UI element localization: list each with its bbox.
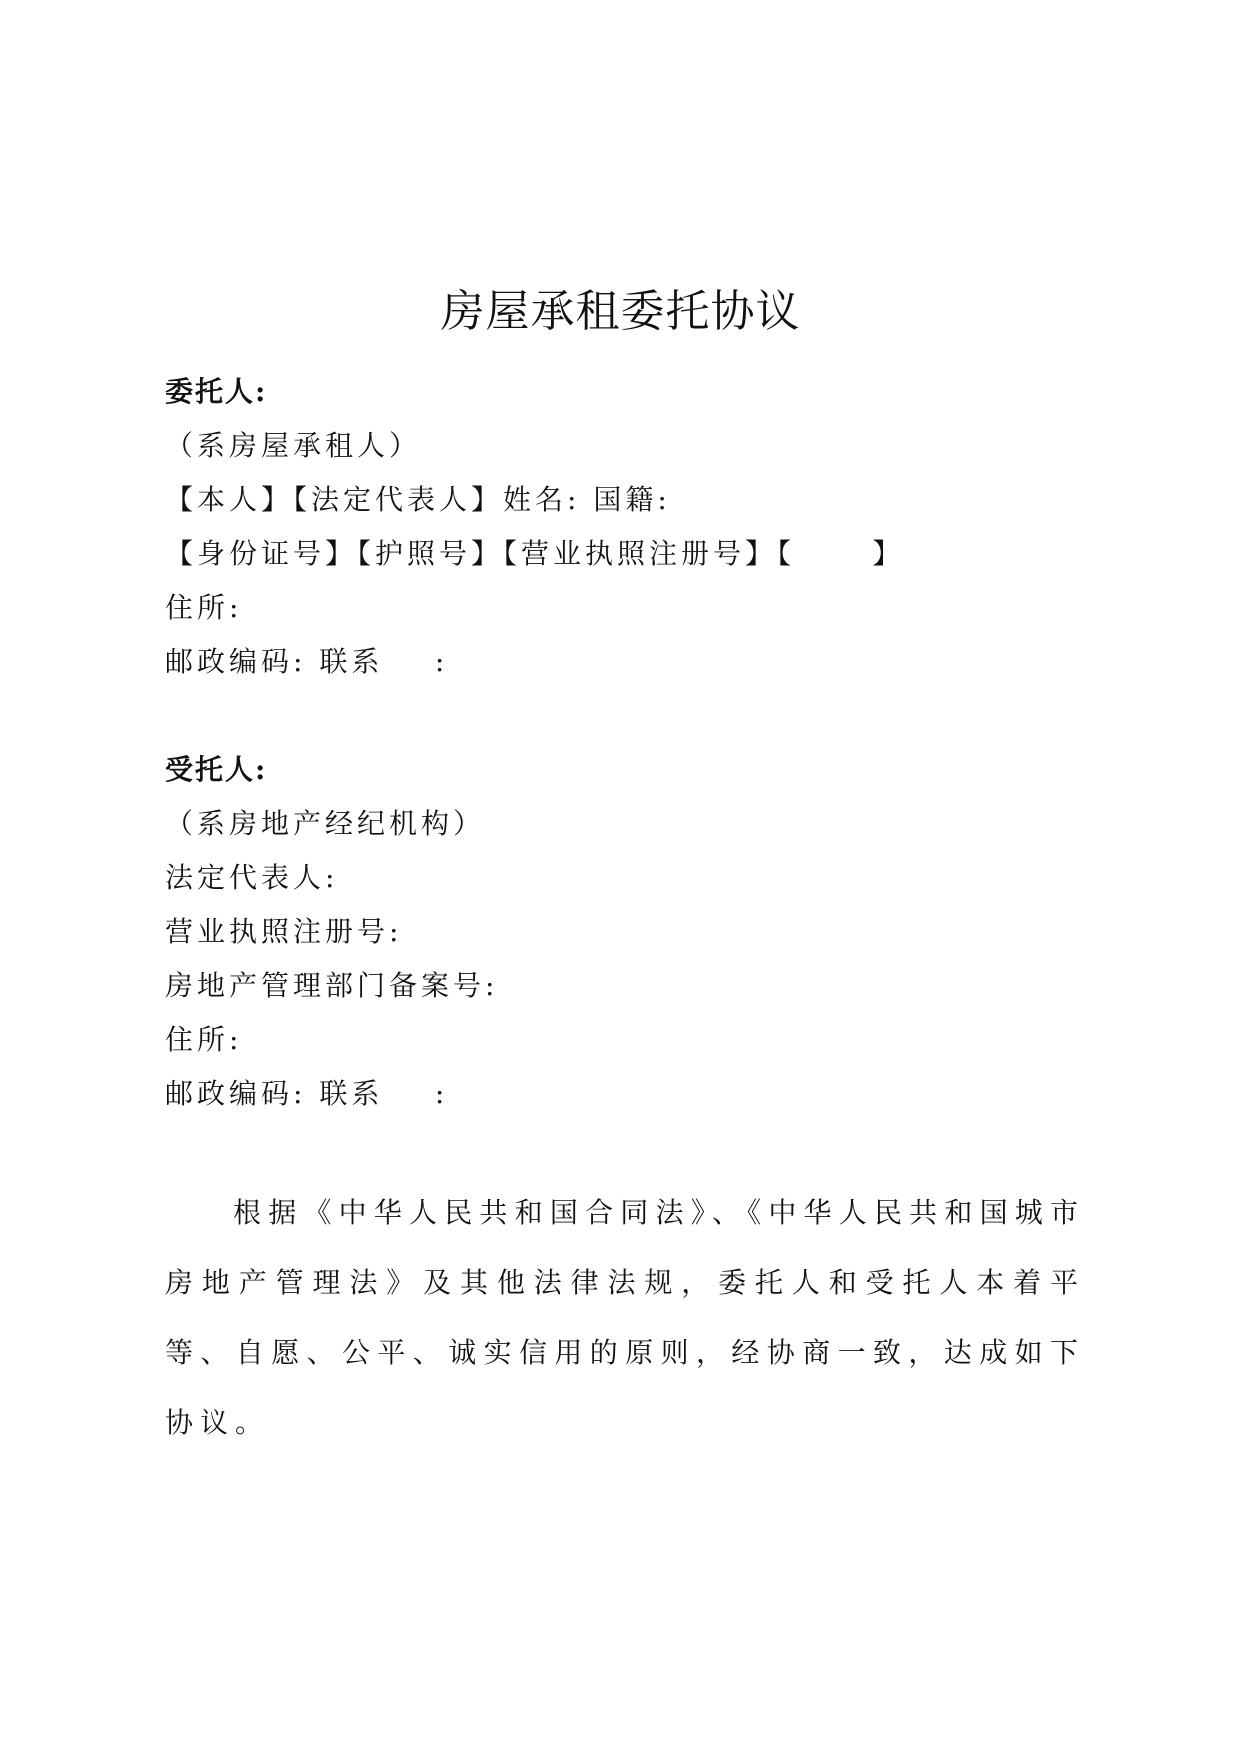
agent-address-line: 住所: <box>165 1023 243 1056</box>
agent-license-line: 营业执照注册号: <box>165 915 403 948</box>
principal-heading: 委托人: <box>165 375 268 408</box>
agent-role: （系房地产经纪机构） <box>165 807 486 840</box>
preamble-paragraph: 根据《中华人民共和国合同法》、《中华人民共和国城市房地产管理法》及其他法律法规，委托人和受托人本着平等、自愿、公平、诚实信用的原则，经协商一致，达成如下协议。 <box>165 1196 1085 1439</box>
agent-heading: 受托人: <box>165 753 268 786</box>
agent-legal-rep-line: 法定代表人: <box>165 861 339 894</box>
document-title: 房屋承租委托协议 <box>440 286 801 337</box>
principal-id-line: 【身份证号】【护照号】【营业执照注册号】【 】 <box>165 537 905 570</box>
agent-contact-line: 邮政编码: 联系 : <box>165 1077 449 1110</box>
principal-name-line: 【本人】【法定代表人】姓名: 国籍: <box>165 483 671 516</box>
principal-contact-line: 邮政编码: 联系 : <box>165 645 449 678</box>
principal-address-line: 住所: <box>165 591 243 624</box>
agent-filing-line: 房地产管理部门备案号: <box>165 969 499 1002</box>
principal-role: （系房屋承租人） <box>165 429 422 462</box>
